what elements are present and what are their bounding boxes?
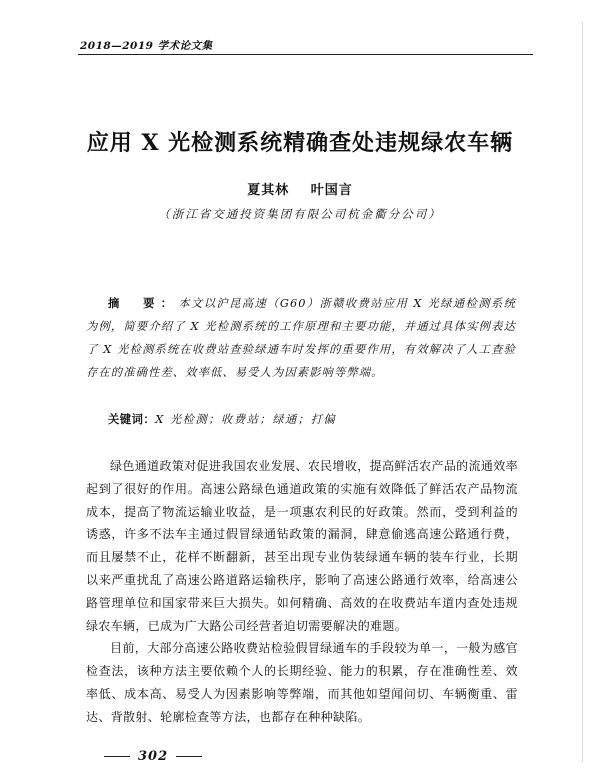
footer-dash	[104, 756, 130, 757]
header-rule	[78, 54, 533, 55]
abstract-label: 摘 要：	[108, 296, 179, 310]
author-list	[0, 179, 600, 198]
body-paragraph: 目前，大部分高速公路收费站检验假冒绿通车的手段较为单一，一般为感官检查法，该种方法主要依赖个人的长期经验、能力的积累，存在准确性差、效率低、成本高、易受人为因素影响等弊端，而其他如望闻问切、车辆衡重、雷达、背散射、轮廓检查等方法，也都存在种种缺陷。	[86, 641, 518, 724]
abstract-text: 本文以沪昆高速（G60）浙赣收费站应用 X 光绿通检测系统为例，简要介绍了 X 光检测系统的工作原理和主要功能，并通过具体实例表达了 X 光检测系统在收费站查验绿通车时发挥的重要作用，有效解决了人工查验存在的准确性差、效率低、易受人为因素影响等弊端。	[86, 297, 516, 379]
keywords	[108, 411, 518, 427]
body-text	[86, 455, 518, 729]
keywords-text: X 光检测；收费站；绿通；打偏	[155, 413, 337, 426]
author-name: 叶国言	[310, 183, 353, 198]
author-name: 夏其林	[247, 183, 290, 198]
paper-title: 应用 X 光检测系统精确查处违规绿农车辆	[86, 130, 514, 156]
keywords-label: 关键词：	[108, 412, 156, 426]
footer-dash	[176, 756, 202, 757]
abstract	[86, 292, 516, 384]
body-paragraph: 绿色通道政策对促进我国农业发展、农民增收，提高鲜活农产品的流通效率起到了很好的作用。高速公路绿色通道政策的实施有效降低了鲜活农产品物流成本，提高了物流运输业收益，是一项惠农利民的好政策。然而，受到利益的诱惑，许多不法车主通过假冒绿通钻政策的漏洞，肆意偷逃高速公路通行费，而且屡禁不止，花样不断翻新，甚至出现专业伪装绿通车辆的装车行业，长期以来严重扰乱了高速公路道路运输秩序，影响了高速公路通行效率，给高速公路管理单位和国家带来巨大损失。如何精确、高效的在收费站车道内查处违规绿农车辆，已成为广大路公司经营者迫切需要解决的难题。	[86, 459, 518, 633]
running-header: 2018—2019 学术论文集	[80, 40, 213, 52]
page-number: 302	[138, 749, 169, 764]
page-footer	[96, 749, 210, 764]
affiliation: （浙江省交通投资集团有限公司杭金衢分公司）	[158, 207, 442, 221]
